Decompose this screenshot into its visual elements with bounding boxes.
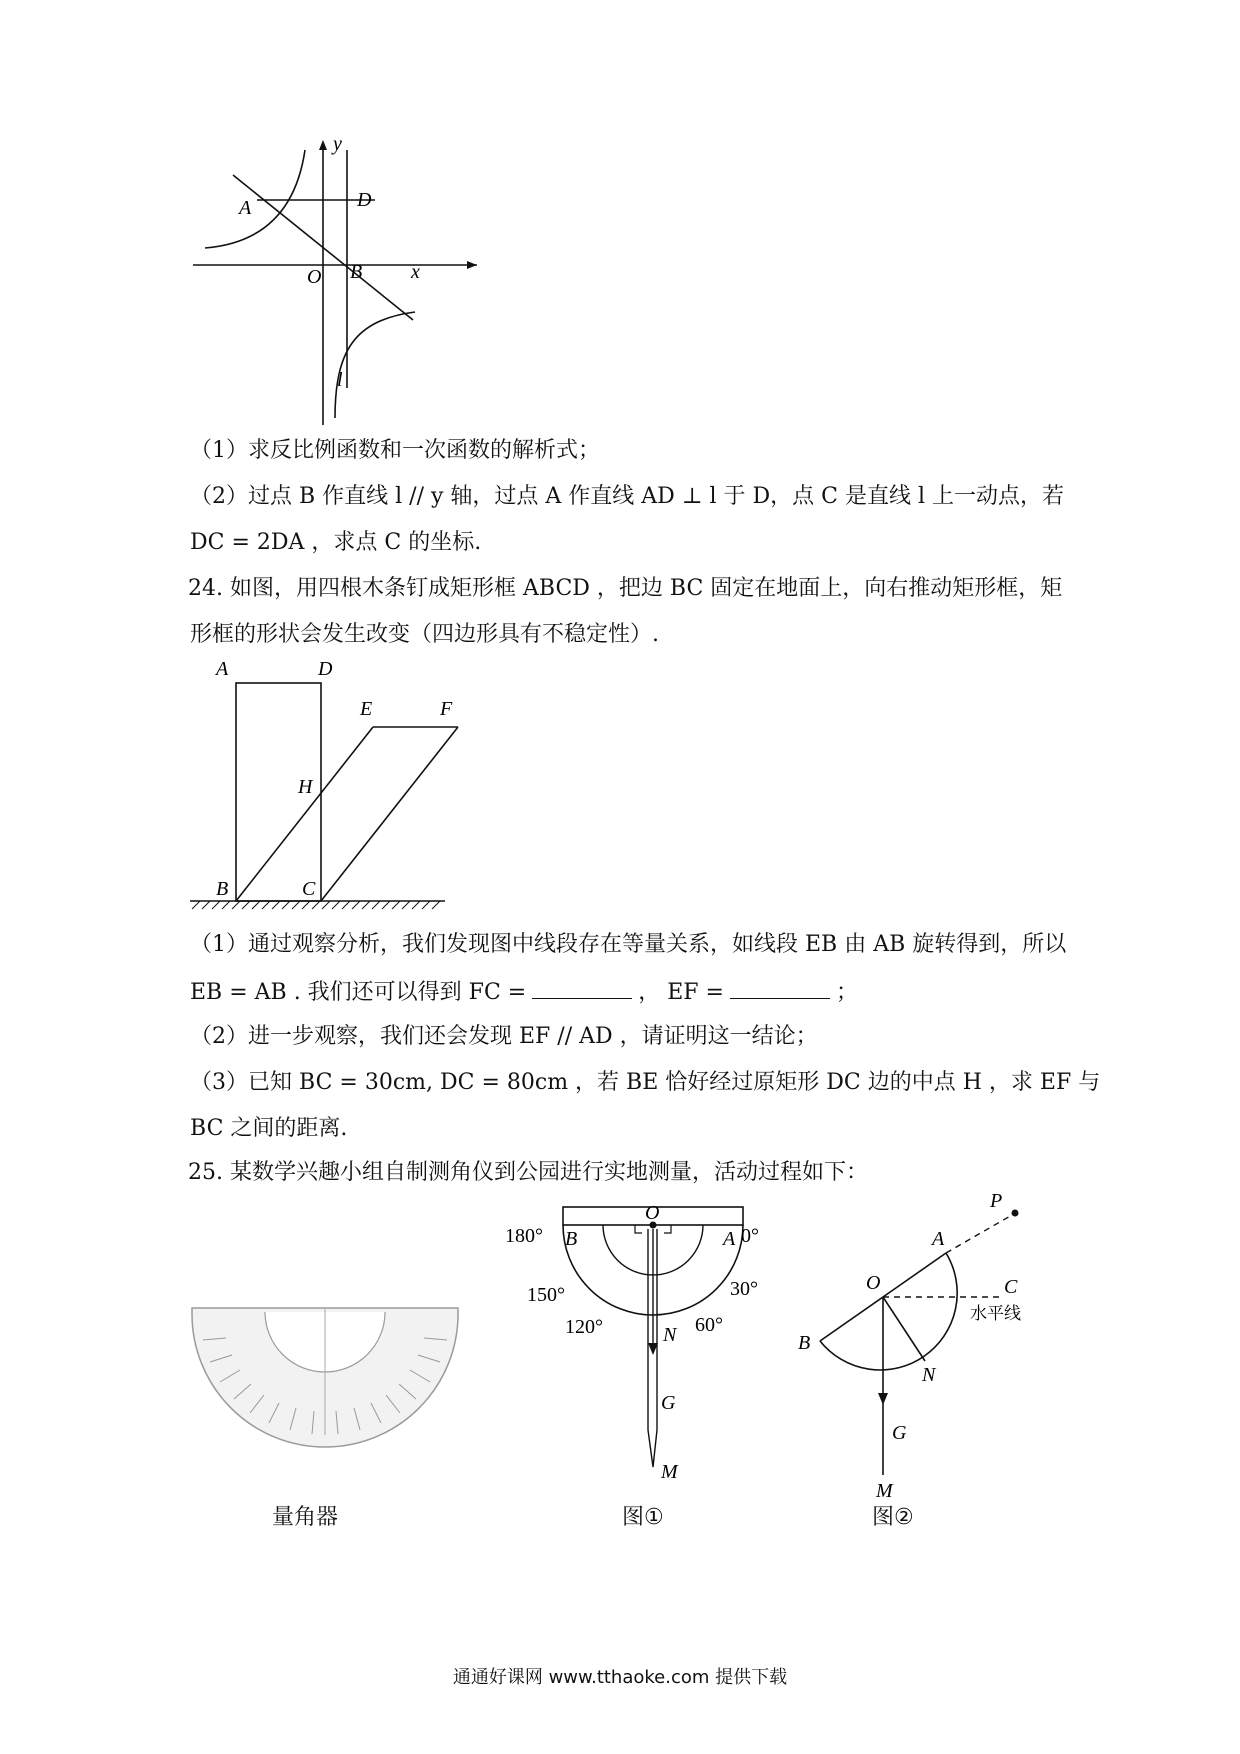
label-f: F [440,698,453,720]
x-axis-arrow [467,261,477,269]
q25-stem: 25. 某数学兴趣小组自制测角仪到公园进行实地测量，活动过程如下： [188,1160,868,1185]
label-b: B [565,1228,578,1250]
q24-part3-line1: （3）已知 BC = 30cm, DC = 80cm ，若 BE 恰好经过原矩形 DC 边的中点 H ，求 EF 与 [190,1070,1101,1095]
label-n: N [922,1364,936,1386]
q24-part1-line2 [190,976,858,1008]
label-n: N [663,1324,677,1346]
q24-rectangle-figure [190,655,453,915]
label-c: C [1004,1276,1018,1298]
q23-part2-line1: （2）过点 B 作直线 l // y 轴，过点 A 作直线 AD ⊥ l 于 D，点 C 是直线 l 上一动点，若 [190,484,1064,509]
q24-part3-line2: BC 之间的距离. [190,1116,348,1141]
bracket-left [635,1225,642,1233]
label-g: G [892,1422,907,1444]
hyperbola-upper-left [205,150,305,248]
q24-stem-line1: 24. 如图，用四根木条钉成矩形框 ABCD ，把边 BC 固定在地面上，向右推动矩形框，矩 [188,576,1063,601]
label-a: A [723,1228,736,1250]
label-c: C [302,878,316,900]
label-horizontal-line: 水平线 [970,1304,1021,1323]
q25-figure-1 [505,1202,775,1505]
q23-coordinate-figure [185,133,485,430]
q25-figure-2 [790,1185,1030,1515]
sight-line-dashed [946,1215,1012,1253]
label-b: B [216,878,229,900]
label-o: O [866,1272,881,1294]
protractor-image [190,1300,460,1445]
segment-be [236,727,373,901]
label-d: D [318,658,333,680]
bracket-right [664,1225,671,1233]
caption-figure-1: 图① [622,1505,664,1530]
label-0: 0° [741,1225,759,1247]
label-a: A [216,658,229,680]
label-l: l [337,369,343,391]
label-a: A [932,1228,945,1250]
label-p: P [990,1190,1003,1212]
stick-tip [648,1430,657,1467]
label-d: D [357,189,372,211]
segment-cf [321,727,458,901]
label-180: 180° [505,1225,543,1247]
q24-part1-text-c: ； [835,980,858,1005]
q23-part2-line2: DC = 2DA ，求点 C 的坐标. [190,530,482,555]
footer-source: 通通好课网 www.tthaoke.com 提供下载 [452,1667,788,1688]
q24-part1-text-a: EB = AB . 我们还可以得到 FC = [190,980,527,1005]
weight-arrow [878,1393,888,1405]
label-g: G [661,1392,676,1414]
label-30: 30° [730,1278,758,1300]
ef-answer-blank[interactable] [730,976,830,999]
label-m: M [876,1480,893,1502]
label-x: x [411,261,420,283]
tilted-semicircle [820,1253,957,1370]
q24-part1-text-b: ， EF = [638,980,724,1005]
label-m: M [661,1461,678,1483]
label-a: A [239,197,252,219]
q24-part1-line1: （1）通过观察分析，我们发现图中线段存在等量关系，如线段 EB 由 AB 旋转得到，所以 [190,932,1067,957]
caption-figure-2: 图② [872,1505,914,1530]
label-h: H [298,776,313,798]
q24-part2: （2）进一步观察，我们还会发现 EF // AD ，请证明这一结论； [190,1024,818,1049]
q23-part1: （1）求反比例函数和一次函数的解析式； [190,438,600,463]
label-120: 120° [565,1316,603,1338]
label-o: O [307,266,322,288]
label-b: B [350,261,363,283]
caption-protractor: 量角器 [272,1505,339,1530]
point-p [1012,1210,1019,1217]
label-y: y [333,133,342,155]
segment-on [883,1297,925,1361]
fc-answer-blank[interactable] [532,976,632,999]
label-e: E [360,698,373,720]
label-150: 150° [527,1284,565,1306]
y-axis-arrow [319,140,327,150]
label-o: O [645,1202,660,1224]
ground-hatching [192,901,440,909]
label-60: 60° [695,1314,723,1336]
label-b: B [798,1332,811,1354]
q24-stem-line2: 形框的形状会发生改变（四边形具有不稳定性）. [190,622,659,647]
